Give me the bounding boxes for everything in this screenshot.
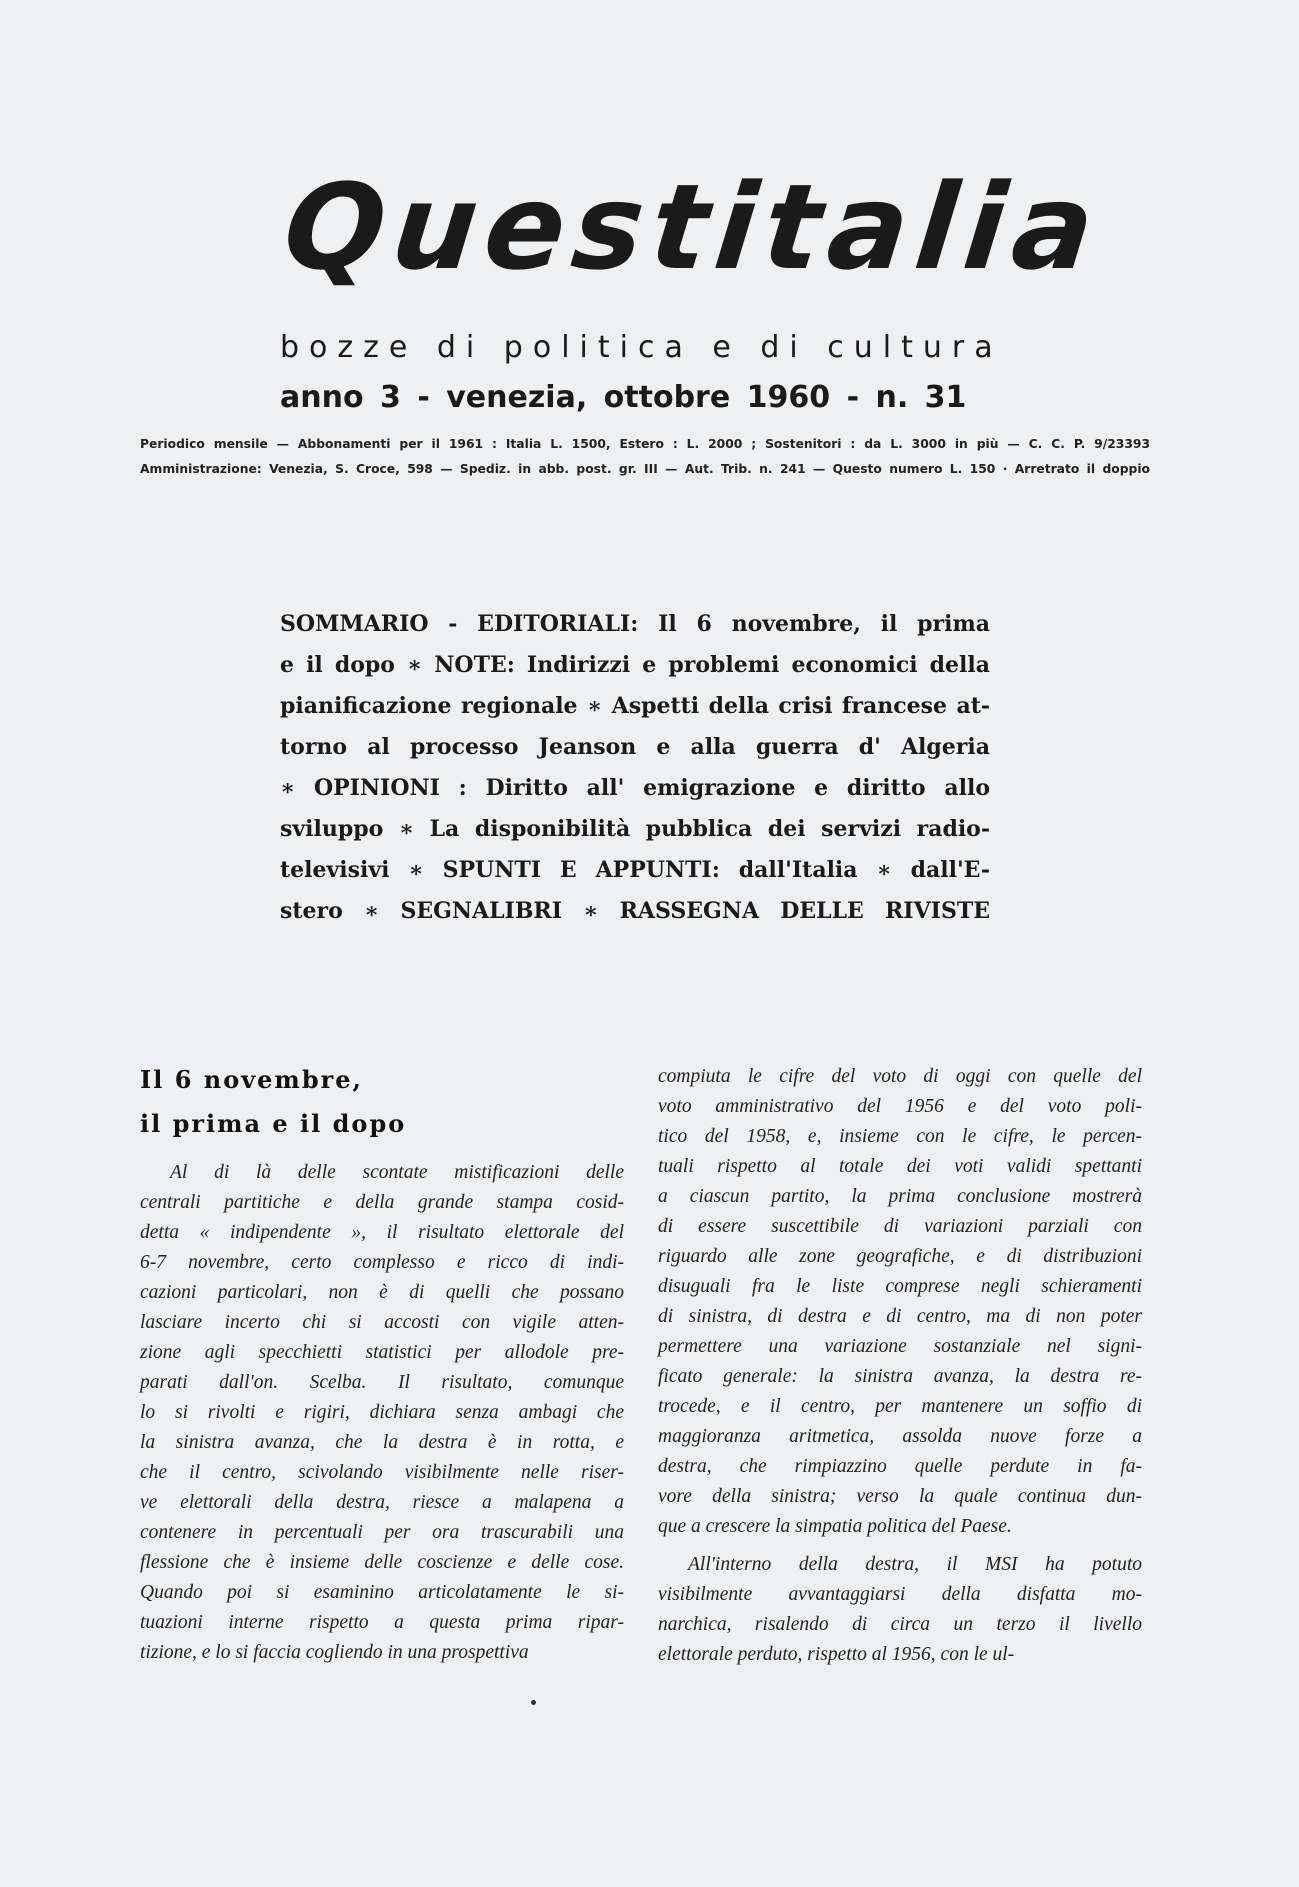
article-text-line: visibilmente avvantaggiarsi della disfatta mo- xyxy=(658,1584,1142,1605)
article-text-line: All'interno della destra, il MSI ha potuto xyxy=(688,1554,1142,1575)
summary-line: torno al processo Jeanson e alla guerra d' Algeria xyxy=(280,734,990,760)
article-text-line: riguardo alle zone geografiche, e di distribuzioni xyxy=(658,1246,1142,1267)
article-text-line: tuali rispetto al totale dei voti validi spettanti xyxy=(658,1156,1142,1177)
summary-line: pianificazione regionale ∗ Aspetti della crisi francese at- xyxy=(280,693,990,719)
summary-line: stero ∗ SEGNALIBRI ∗ RASSEGNA DELLE RIVISTE xyxy=(280,898,990,924)
article-text-line: di essere suscettibile di variazioni parziali con xyxy=(658,1216,1142,1237)
article-text-line: contenere in percentuali per ora trascurabili una xyxy=(140,1522,624,1543)
article-text-line: di sinistra, di destra e di centro, ma di non poter xyxy=(658,1306,1142,1327)
article-text-line: que a crescere la simpatia politica del Paese. xyxy=(658,1516,1012,1537)
article-text-line: narchica, risalendo di circa un terzo il livello xyxy=(658,1614,1142,1635)
article-text-line: disuguali fra le liste comprese negli schieramenti xyxy=(658,1276,1142,1297)
article-text-line: a ciascun partito, la prima conclusione mostrerà xyxy=(658,1186,1142,1207)
article-column-right xyxy=(658,1062,1142,1670)
subscription-info: Periodico mensile — Abbonamenti per il 1961 : Italia L. 1500, Estero : L. 2000 ; Sostenitori : da L. 3000 in più — C. C. P. 9/23393 xyxy=(140,437,1150,451)
summary-line: e il dopo ∗ NOTE: Indirizzi e problemi economici della xyxy=(280,652,990,678)
article-text-line: zione agli specchietti statistici per allodole pre- xyxy=(140,1342,624,1363)
summary-line: SOMMARIO - EDITORIALI: Il 6 novembre, il prima xyxy=(280,611,990,637)
article-title xyxy=(140,1058,406,1146)
article-text-line: Quando poi si esaminino articolatamente le si- xyxy=(140,1582,624,1603)
table-of-contents xyxy=(280,604,990,932)
article-text-line: compiuta le cifre del voto di oggi con quelle del xyxy=(658,1066,1142,1087)
article-text-line: tuazioni interne rispetto a questa prima ripar- xyxy=(140,1612,624,1633)
article-text-line: tico del 1958, e, insieme con le cifre, le percen- xyxy=(658,1126,1142,1147)
article-text-line: centrali partitiche e della grande stampa cosid- xyxy=(140,1192,624,1213)
article-text-line: permettere una variazione sostanziale nel signi- xyxy=(658,1336,1142,1357)
article-text-line: tizione, e lo si faccia cogliendo in una prospettiva xyxy=(140,1642,529,1663)
issue-line: anno 3 - venezia, ottobre 1960 - n. 31 xyxy=(280,380,967,415)
administration-info: Amministrazione: Venezia, S. Croce, 598 — Spediz. in abb. post. gr. III — Aut. Trib. n. 241 — Questo numero L. 150 · Arretrato il doppio xyxy=(140,462,1150,476)
article-text-line: voto amministrativo del 1956 e del voto poli- xyxy=(658,1096,1142,1117)
article-text-line: la sinistra avanza, che la destra è in rotta, e xyxy=(140,1432,624,1453)
article-text-line: ve elettorali della destra, riesce a malapena a xyxy=(140,1492,624,1513)
article-text-line: 6-7 novembre, certo complesso e ricco di indi- xyxy=(140,1252,624,1273)
summary-line: televisivi ∗ SPUNTI E APPUNTI: dall'Italia ∗ dall'E- xyxy=(280,857,990,883)
summary-line: sviluppo ∗ La disponibilità pubblica dei servizi radio- xyxy=(280,816,990,842)
article-text-line: trocede, e il centro, per mantenere un soffio di xyxy=(658,1396,1142,1417)
article-text-line: Al di là delle scontate mistificazioni delle xyxy=(170,1162,624,1183)
article-text-line: vore della sinistra; verso la quale continua dun- xyxy=(658,1486,1142,1507)
article-title-line: Il 6 novembre, xyxy=(140,1065,363,1094)
article-column-left xyxy=(140,1158,624,1668)
article-text-line: ficato generale: la sinistra avanza, la destra re- xyxy=(658,1366,1142,1387)
article-text-line: destra, che rimpiazzino quelle perdute in fa- xyxy=(658,1456,1142,1477)
article-text-line: lasciare incerto chi si accosti con vigile atten- xyxy=(140,1312,624,1333)
summary-line: ∗ OPINIONI : Diritto all' emigrazione e diritto allo xyxy=(280,775,990,801)
article-title-line: il prima e il dopo xyxy=(140,1109,407,1138)
masthead-title: Questitalia xyxy=(277,158,1109,296)
page-dot xyxy=(531,1700,536,1705)
article-text-line: flessione che è insieme delle coscienze e delle cose. xyxy=(140,1552,624,1573)
article-text-line: parati dall'on. Scelba. Il risultato, comunque xyxy=(140,1372,624,1393)
article-text-line: elettorale perduto, rispetto al 1956, con le ul- xyxy=(658,1644,1015,1665)
article-text-line: cazioni particolari, non è di quelli che possano xyxy=(140,1282,624,1303)
masthead-subtitle: bozze di politica e di cultura xyxy=(280,330,1003,365)
article-text-line: maggioranza aritmetica, assolda nuove forze a xyxy=(658,1426,1142,1447)
article-text-line: detta « indipendente », il risultato elettorale del xyxy=(140,1222,624,1243)
article-text-line: che il centro, scivolando visibilmente nelle riser- xyxy=(140,1462,624,1483)
article-text-line: lo si rivolti e rigiri, dichiara senza ambagi che xyxy=(140,1402,624,1423)
